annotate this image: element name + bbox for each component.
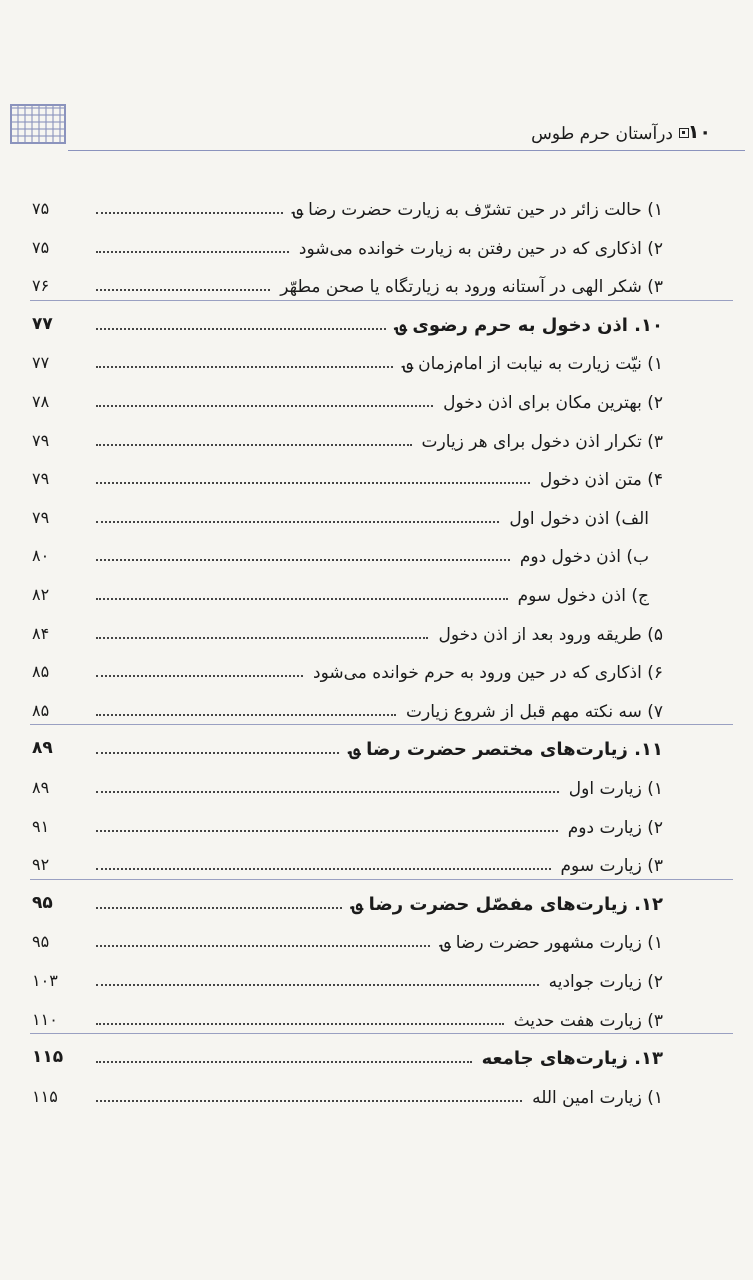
toc-entry-page: ۹۵ bbox=[32, 892, 53, 913]
toc-entry[interactable] bbox=[32, 267, 663, 298]
toc-entry[interactable] bbox=[32, 383, 663, 413]
toc-entry-page: ۸۲ bbox=[32, 585, 50, 604]
toc-entry[interactable] bbox=[32, 808, 663, 838]
dot-leader bbox=[96, 637, 428, 639]
dot-leader bbox=[96, 945, 430, 947]
toc-entry-page: ۷۵ bbox=[32, 237, 50, 257]
toc-entry[interactable] bbox=[32, 229, 663, 259]
dot-leader bbox=[96, 830, 558, 832]
toc-entry-title: ۷) سه نکته مهم قبل از شروع زیارت bbox=[406, 701, 663, 722]
toc-entry[interactable] bbox=[32, 1078, 663, 1108]
toc-entry-page: ۸۹ bbox=[32, 778, 50, 797]
dot-leader bbox=[96, 444, 412, 446]
toc-entry-title: ۱۲. زیارت‌های مفصّل حضرت رضا ؈ bbox=[351, 893, 663, 915]
dot-leader bbox=[96, 868, 551, 870]
toc-entry-title: ۳) شکر الهی در آستانه ورود به زیارتگاه یا صحن مطهّر bbox=[280, 277, 663, 298]
toc-entry-title: ۲) زیارت جوادیه bbox=[548, 972, 663, 992]
toc-entry-page: ۷۷ bbox=[32, 353, 50, 373]
toc-entry-page: ۹۵ bbox=[32, 932, 50, 952]
toc-entry-title: ۱) زیارت امین الله bbox=[532, 1087, 663, 1108]
toc-entry[interactable] bbox=[32, 422, 663, 452]
page-number: ۱۰ bbox=[687, 121, 711, 143]
toc-entry-title: ۵) طریقه ورود بعد از اذن دخول bbox=[438, 624, 663, 645]
toc-entry-page: ۷۹ bbox=[32, 469, 50, 489]
dot-leader bbox=[96, 907, 342, 909]
dot-leader bbox=[96, 328, 386, 330]
toc-entry[interactable] bbox=[32, 306, 663, 336]
toc-entry-page: ۸۰ bbox=[32, 546, 50, 566]
section-divider bbox=[30, 300, 733, 301]
toc-entry-page: ۷۹ bbox=[32, 507, 50, 527]
toc-entry-title: ۴) متن اذن دخول bbox=[539, 470, 663, 491]
toc-entry[interactable] bbox=[32, 190, 663, 220]
toc-entry-title: ۱۱. زیارت‌های مختصر حضرت رضا ؈ bbox=[349, 739, 663, 761]
section-divider bbox=[30, 1033, 733, 1034]
toc-entry-title: ۱۰. اذن دخول به حرم رضوی ؈ bbox=[395, 314, 663, 336]
toc-entry[interactable] bbox=[32, 730, 663, 761]
toc-entry-title: ۳) زیارت سوم bbox=[560, 856, 663, 877]
toc-entry[interactable] bbox=[32, 499, 663, 529]
toc-entry-title: ۳) تکرار اذن دخول برای هر زیارت bbox=[421, 431, 663, 452]
toc-entry[interactable] bbox=[32, 537, 663, 568]
toc-entry-page: ۹۲ bbox=[32, 855, 50, 875]
toc-entry[interactable] bbox=[32, 692, 663, 722]
toc-entry-page: ۸۹ bbox=[32, 738, 53, 759]
toc-entry[interactable] bbox=[32, 460, 663, 491]
toc-entry[interactable] bbox=[32, 962, 663, 992]
dot-leader bbox=[96, 482, 530, 484]
toc-entry-title: ۳) زیارت هفت حدیث bbox=[513, 1010, 663, 1031]
section-divider bbox=[30, 724, 733, 725]
dot-leader bbox=[96, 405, 433, 407]
running-head: درآستان حرم طوس bbox=[531, 124, 673, 144]
publisher-logo-icon bbox=[10, 104, 66, 144]
toc-entry-page: ۷۷ bbox=[32, 313, 53, 334]
dot-leader bbox=[96, 366, 393, 368]
header-rule bbox=[68, 150, 745, 151]
dot-leader bbox=[96, 289, 270, 291]
toc-entry-page: ۸۵ bbox=[32, 700, 50, 720]
dot-leader bbox=[96, 675, 303, 677]
toc-entry-page: ۷۹ bbox=[32, 430, 50, 450]
dot-leader bbox=[96, 1023, 504, 1025]
dot-leader bbox=[96, 1061, 472, 1063]
toc-entry-title: ۱) زیارت مشهور حضرت رضا ؈ bbox=[440, 933, 663, 954]
toc-entry-title: الف) اذن دخول اول bbox=[509, 508, 649, 529]
toc-entry-title: ج) اذن دخول سوم bbox=[517, 586, 649, 606]
dot-leader bbox=[96, 791, 559, 793]
section-divider bbox=[30, 879, 733, 880]
toc-entry-title: ۱) زیارت اول bbox=[568, 779, 663, 799]
toc-entry-title: ۲) زیارت دوم bbox=[567, 817, 663, 838]
dot-leader bbox=[96, 714, 396, 716]
toc-entry[interactable] bbox=[32, 615, 663, 645]
toc-entry-page: ۷۸ bbox=[32, 392, 50, 411]
toc-entry-title: ۲) اذکاری که در حین رفتن به زیارت خوانده می‌شود bbox=[298, 238, 663, 259]
toc-entry-title: ۱) نیّت زیارت به نیابت از امام‌زمان ؈ bbox=[402, 354, 663, 375]
dot-leader bbox=[96, 559, 510, 561]
toc-entry[interactable] bbox=[32, 653, 663, 684]
toc-entry-title: ۶) اذکاری که در حین ورود به حرم خوانده می‌شود bbox=[313, 663, 663, 684]
toc-entry[interactable] bbox=[32, 1039, 663, 1070]
toc-entry-page: ۷۵ bbox=[32, 199, 50, 218]
square-bullet-icon bbox=[679, 128, 689, 138]
dot-leader bbox=[96, 1100, 522, 1102]
toc-entry-page: ۱۱۵ bbox=[32, 1047, 64, 1068]
toc-entry-page: ۱۱۵ bbox=[32, 1086, 58, 1106]
toc-entry-title: ب) اذن دخول دوم bbox=[519, 547, 649, 568]
toc-entry-title: ۲) بهترین مکان برای اذن دخول bbox=[443, 393, 663, 413]
toc-entry-page: ۸۵ bbox=[32, 662, 50, 682]
toc-entry-page: ۱۰۳ bbox=[32, 971, 58, 990]
toc-entry-page: ۸۴ bbox=[32, 623, 50, 643]
toc-entry[interactable] bbox=[32, 1001, 663, 1031]
dot-leader bbox=[96, 212, 283, 214]
toc-entry-page: ۷۶ bbox=[32, 276, 50, 296]
toc-entry-title: ۱) حالت زائر در حین تشرّف به زیارت حضرت رضا ؈ bbox=[292, 200, 663, 220]
toc-entry-page: ۱۱۰ bbox=[32, 1009, 58, 1029]
toc-entry-page: ۹۱ bbox=[32, 816, 50, 836]
toc-entry[interactable] bbox=[32, 885, 663, 915]
toc-entry[interactable] bbox=[32, 576, 663, 606]
dot-leader bbox=[96, 251, 289, 253]
toc-entry[interactable] bbox=[32, 846, 663, 877]
toc-entry[interactable] bbox=[32, 923, 663, 954]
toc-entry-title: ۱۳. زیارت‌های جامعه bbox=[481, 1048, 663, 1070]
dot-leader bbox=[96, 521, 499, 523]
dot-leader bbox=[96, 984, 539, 986]
dot-leader bbox=[96, 598, 508, 600]
toc-entry[interactable] bbox=[32, 344, 663, 375]
dot-leader bbox=[96, 752, 339, 754]
toc-entry[interactable] bbox=[32, 769, 663, 799]
